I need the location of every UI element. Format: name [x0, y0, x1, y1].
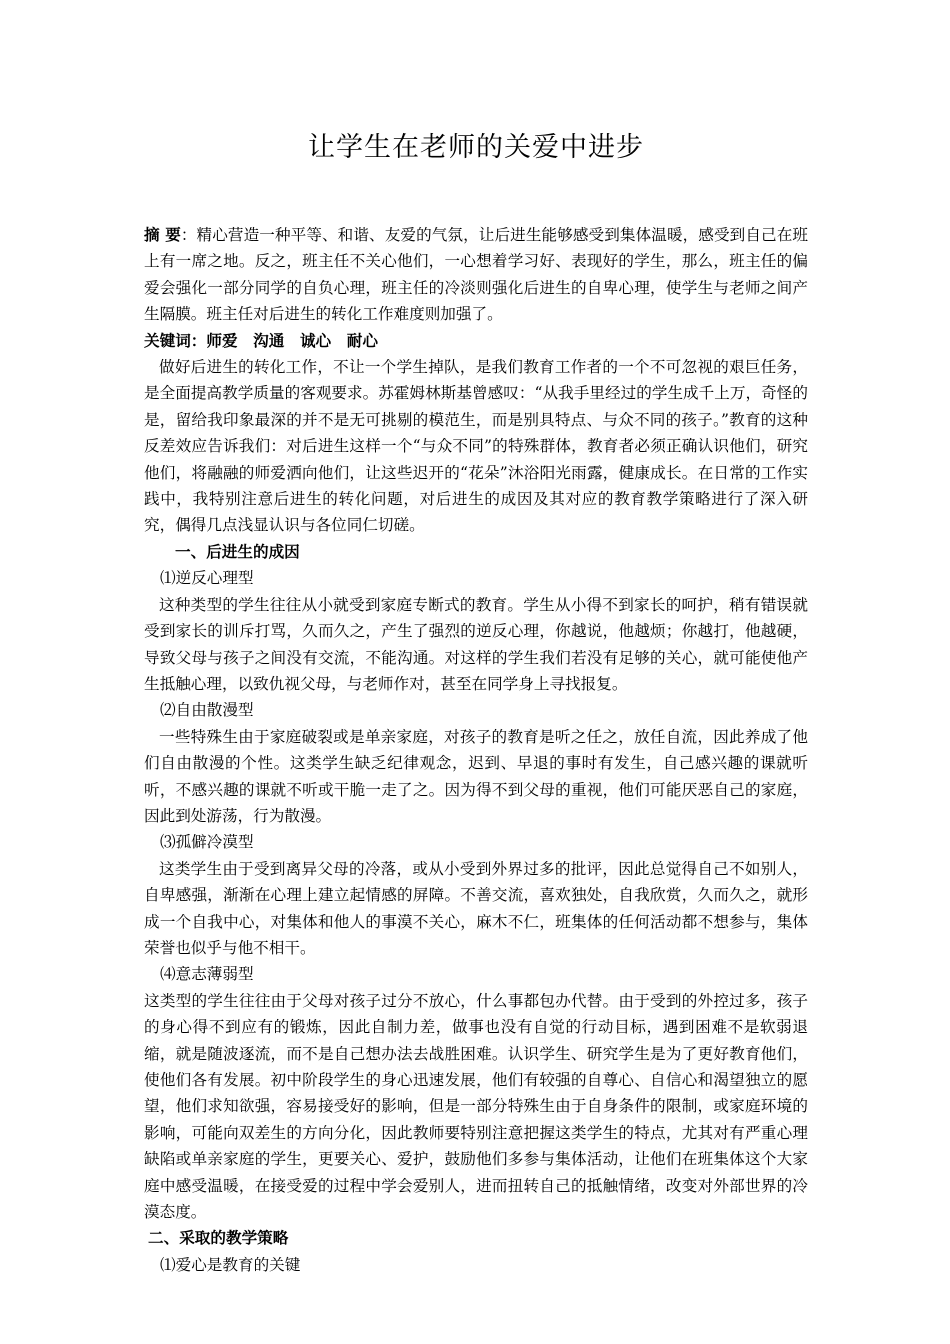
s1-item1-text: 这种类型的学生往往从小就受到家庭专断式的教育。学生从小得不到家长的呵护，稍有错误就受到家长的训斥打骂，久而久之，产生了强烈的逆反心理，你越说，他越烦；你越打，他越硬，导致父母与孩子之间没有交流，不能沟通。对这样的学生我们若没有足够的关心，就可能使他产生抵触心理，以致仇视父母，与老师作对，甚至在同学身上寻找报复。 — [144, 595, 808, 693]
s1-item3-heading: ⑶孤僻冷漠型 — [160, 833, 254, 852]
s1-item4-text: 这类型的学生往往由于父母对孩子过分不放心，什么事都包办代替。由于受到的外控过多，孩子的身心得不到应有的锻炼，因此自制力差，做事也没有自觉的行动目标，遇到困难不是软弱退缩，就是随波逐流，而不是自己想办法去战胜困难。认识学生、研究学生是为了更好教育他们，使他们各有发展。初中阶段学生的身心迅速发展，他们有较强的自尊心、自信心和渴望独立的愿望，他们求知欲强，容易接受好的影响，但是一部分特殊生由于自身条件的限制，或家庭环境的影响，可能向双差生的方向分化，因此教师要特别注意把握这类学生的特点，尤其对有严重心理缺陷或单亲家庭的学生，更要关心、爱护，鼓励他们多参与集体活动，让他们在班集体这个大家庭中感受温暖，在接受爱的过程中学会爱别人，进而扭转自己的抵触情绪，改变对外部世界的冷漠态度。 — [144, 991, 808, 1222]
abstract-text: ：精心营造一种平等、和谐、友爱的气氛，让后进生能够感受到集体温暖，感受到自己在班上有一席之地。反之，班主任不关心他们，一心想着学习好、表现好的学生，那么，班主任的偏爱会强化一部分同学的自负心理，班主任的冷淡则强化后进生的自卑心理，使学生与老师之间产生隔膜。班主任对后进生的转化工作难度则加强了。 — [144, 226, 808, 324]
abstract-paragraph — [144, 222, 808, 328]
abstract-label: 摘 要 — [144, 226, 181, 244]
s1-item4-heading: ⑷意志薄弱型 — [160, 965, 254, 984]
document-body — [144, 222, 808, 1278]
document-title: 让学生在老师的关爱中进步 — [308, 132, 644, 163]
s1-item3-text: 这类学生由于受到离异父母的冷落，或从小受到外界过多的批评，因此总觉得自己不如别人，自卑感强，渐渐在心理上建立起情感的屏障。不善交流，喜欢独处，自我欣赏，久而久之，就形成一个自我中心，对集体和他人的事漠不关心，麻木不仁，班集体的任何活动都不想参与，集体荣誉也似乎与他不相干。 — [144, 859, 808, 957]
section2-heading: 二、采取的教学策略 — [148, 1229, 289, 1248]
s1-item2-text: 一些特殊生由于家庭破裂或是单亲家庭，对孩子的教育是听之任之，放任自流，因此养成了他们自由散漫的个性。这类学生缺乏纪律观念，迟到、早退的事时有发生，自己感兴趣的课就听听，不感兴趣的课就不听或干脆一走了之。因为得不到父母的重视，他们可能厌恶自己的家庭，因此到处游荡，行为散漫。 — [144, 727, 808, 825]
keywords-line: 关键词：师爱 沟通 诚心 耐心 — [144, 331, 378, 350]
s2-item1-heading: ⑴爱心是教育的关键 — [160, 1255, 301, 1274]
s1-item2-heading: ⑵自由散漫型 — [160, 701, 254, 720]
intro-paragraph: 做好后进生的转化工作，不让一个学生掉队，是我们教育工作者的一个不可忽视的艰巨任务，是全面提高教学质量的客观要求。苏霍姆林斯基曾感叹：“从我手里经过的学生成千上万，奇怪的是，留给我印象最深的并不是无可挑剔的模范生，而是别具特点、与众不同的孩子。”教育的这种反差效应告诉我们：对后进生这样一个“与众不同”的特殊群体，教育者必须正确认识他们，研究他们，将融融的师爱洒向他们，让这些迟开的“花朵”沐浴阳光雨露，健康成长。在日常的工作实践中，我特别注意后进生的转化问题，对后进生的成因及其对应的教育教学策略进行了深入研究，偶得几点浅显认识与各位同仁切磋。 — [144, 358, 808, 535]
s1-item1-heading: ⑴逆反心理型 — [160, 569, 254, 588]
section1-heading: 一、后进生的成因 — [175, 542, 300, 561]
